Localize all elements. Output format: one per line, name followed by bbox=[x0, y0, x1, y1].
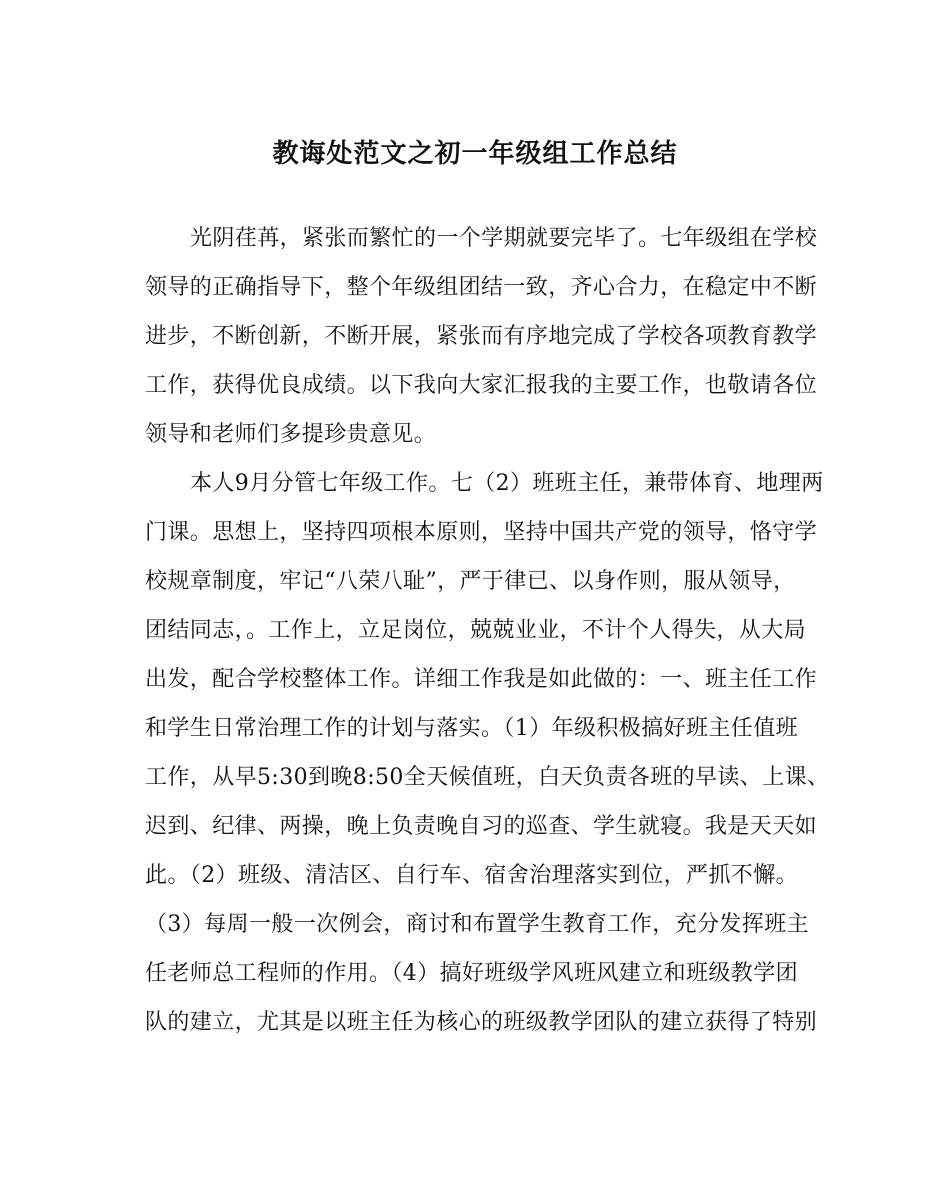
paragraph-2-line-7: 工作，从早5:30到晚8:50全天候值班，白天负责各班的早读、上课、 bbox=[145, 765, 830, 790]
paragraph-1-line-3: 进步，不断创新，不断开展，紧张而有序地完成了学校各项教育教学 bbox=[145, 324, 818, 349]
paragraph-1-line-2: 领导的正确指导下，整个年级组团结一致，齐心合力，在稳定中不断 bbox=[145, 275, 818, 300]
paragraph-2-line-11: 任老师总工程师的作用。（4）搞好班级学风班风建立和班级教学团 bbox=[145, 961, 798, 986]
paragraph-2-line-8: 迟到、纪律、两操，晚上负责晚自习的巡查、学生就寝。我是天天如 bbox=[145, 814, 818, 839]
paragraph-2-line-9: 此。（2）班级、清洁区、自行车、宿舍治理落实到位，严抓不懈。 bbox=[145, 863, 798, 888]
paragraph-1-line-1: 光阴荏苒，紧张而繁忙的一个学期就要完毕了。七年级组在学校 bbox=[190, 226, 818, 251]
paragraph-1-line-5: 领导和老师们多提珍贵意见。 bbox=[145, 422, 437, 447]
paragraph-2-line-2: 门课。思想上，坚持四项根本原则，坚持中国共产党的领导，恪守学 bbox=[145, 520, 818, 545]
paragraph-2-line-1: 本人9月分管七年级工作。七（2）班班主任，兼带体育、地理两 bbox=[190, 471, 824, 496]
paragraph-2-line-10: （3）每周一般一次例会，商讨和布置学生教育工作，充分发挥班主 bbox=[145, 912, 809, 937]
paragraph-2-line-4: 团结同志，。工作上，立足岗位，兢兢业业，不计个人得失，从大局 bbox=[145, 618, 807, 643]
paragraph-2-line-3: 校规章制度，牢记“八荣八耻”，严于律已、以身作则，服从领导， bbox=[145, 569, 796, 594]
paragraph-2-line-12: 队的建立，尤其是以班主任为核心的班级教学团队的建立获得了特别 bbox=[145, 1010, 818, 1035]
paragraph-2-line-6: 和学生日常治理工作的计划与落实。（1）年级积极搞好班主任值班 bbox=[145, 716, 798, 741]
paragraph-2-line-5: 出发，配合学校整体工作。详细工作我是如此做的：一、班主任工作 bbox=[145, 667, 818, 692]
paragraph-1-line-4: 工作，获得优良成绩。以下我向大家汇报我的主要工作，也敬请各位 bbox=[145, 373, 818, 398]
document-title: 教诲处范文之初一年级组工作总结 bbox=[272, 139, 678, 169]
